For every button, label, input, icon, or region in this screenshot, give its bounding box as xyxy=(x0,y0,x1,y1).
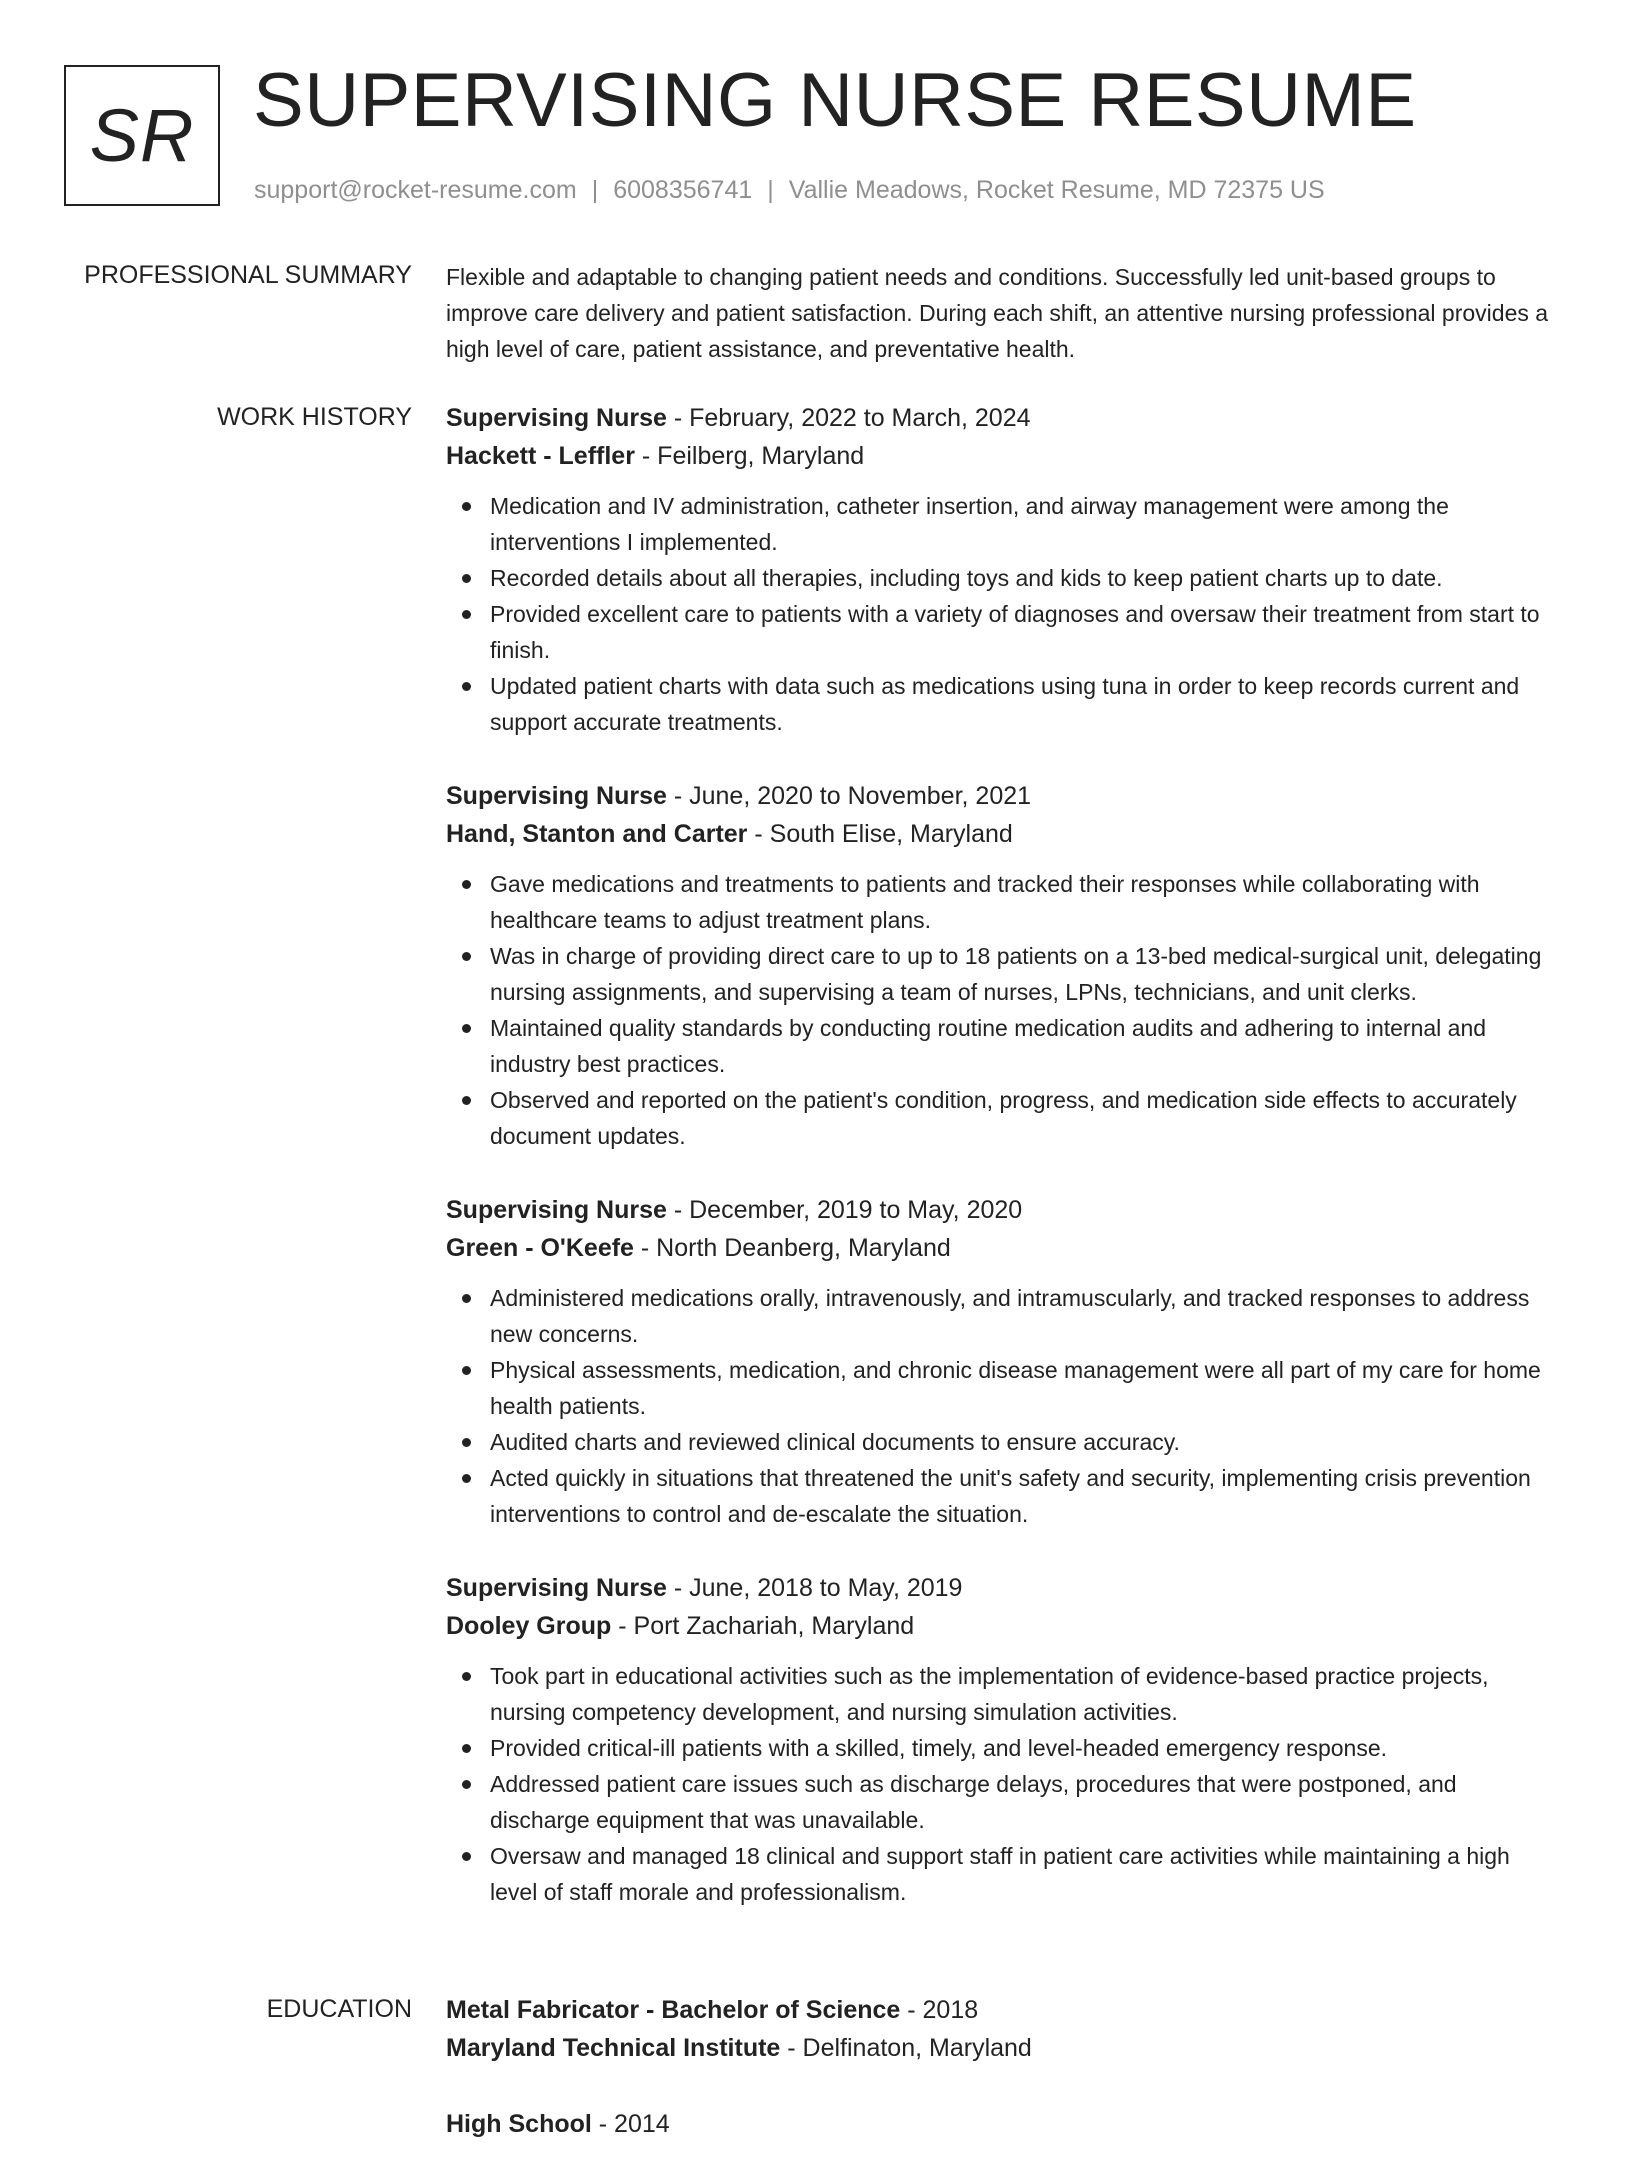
monogram-box xyxy=(64,65,220,206)
bullet-text: Was in charge of providing direct care to up to 18 patients on a 13-bed medical-surgical unit, delegating nursing assignments, and supervising a team of nurses, LPNs, technicians, and unit clerks. xyxy=(490,943,1542,1005)
bullet-text: Gave medications and treatments to patients and tracked their responses while collaborating with healthcare teams to adjust treatment plans. xyxy=(490,871,1480,933)
bullet-text: Provided excellent care to patients with a variety of diagnoses and oversaw their treatment from start to finish. xyxy=(490,601,1540,663)
contact-phone[interactable]: 6008356741 xyxy=(613,176,753,204)
education-school: Maryland Technical Institute xyxy=(446,2034,781,2062)
section-label-work-history: WORK HISTORY xyxy=(217,403,412,431)
bullet-item xyxy=(490,1838,1560,1910)
job-title-line xyxy=(446,1191,1560,1229)
job-entry xyxy=(446,399,1560,740)
bullet-item xyxy=(490,938,1560,1010)
job-location: - Feilberg, Maryland xyxy=(634,442,865,470)
bullet-item xyxy=(490,1658,1560,1730)
education-degree-line xyxy=(446,1991,1560,2029)
job-location: - North Deanberg, Maryland xyxy=(633,1234,951,1262)
bullet-icon xyxy=(462,682,471,691)
bullet-icon xyxy=(462,1852,471,1861)
bullet-item xyxy=(490,1010,1560,1082)
bullet-text: Provided critical-ill patients with a skilled, timely, and level-headed emergency response. xyxy=(490,1735,1387,1761)
job-dates: - June, 2020 to November, 2021 xyxy=(666,782,1032,810)
work-history-section xyxy=(446,399,1560,1947)
bullet-text: Updated patient charts with data such as medications using tuna in order to keep records current and support accurate treatments. xyxy=(490,673,1520,735)
job-title: Supervising Nurse xyxy=(446,1196,667,1224)
bullet-item xyxy=(490,866,1560,938)
job-entry xyxy=(446,1191,1560,1532)
monogram-initials: SR xyxy=(89,94,195,177)
job-title-line xyxy=(446,777,1560,815)
job-title-line xyxy=(446,1569,1560,1607)
bullet-icon xyxy=(462,1366,471,1375)
bullet-icon xyxy=(462,574,471,583)
job-location: - South Elise, Maryland xyxy=(747,820,1013,848)
education-degree: Metal Fabricator - Bachelor of Science xyxy=(446,1996,901,2024)
bullet-item xyxy=(490,1766,1560,1838)
resume-title: SUPERVISING NURSE RESUME xyxy=(253,58,1417,143)
bullet-icon xyxy=(462,1096,471,1105)
contact-email[interactable]: support@rocket-resume.com xyxy=(254,176,577,204)
education-degree: High School xyxy=(446,2110,592,2138)
job-company-line xyxy=(446,815,1560,853)
job-bullets xyxy=(446,1658,1560,1910)
job-dates: - February, 2022 to March, 2024 xyxy=(666,404,1031,432)
bullet-icon xyxy=(462,610,471,619)
job-company: Hand, Stanton and Carter xyxy=(446,820,748,848)
bullet-icon xyxy=(462,952,471,961)
education-year: - 2014 xyxy=(591,2110,670,2138)
job-bullets xyxy=(446,488,1560,740)
bullet-text: Physical assessments, medication, and chronic disease management were all part of my care for home health patients. xyxy=(490,1357,1541,1419)
job-title: Supervising Nurse xyxy=(446,1574,667,1602)
bullet-icon xyxy=(462,1294,471,1303)
bullet-icon xyxy=(462,1672,471,1681)
education-section xyxy=(446,1991,1560,2180)
bullet-item xyxy=(490,488,1560,560)
contact-separator: | xyxy=(591,176,599,204)
summary-section xyxy=(446,259,1560,367)
bullet-text: Recorded details about all therapies, including toys and kids to keep patient charts up to date. xyxy=(490,565,1443,591)
job-title-line xyxy=(446,399,1560,437)
bullet-icon xyxy=(462,502,471,511)
job-company: Green - O'Keefe xyxy=(446,1234,634,1262)
bullet-item xyxy=(490,1460,1560,1532)
job-bullets xyxy=(446,1280,1560,1532)
contact-address: Vallie Meadows, Rocket Resume, MD 72375 US xyxy=(788,176,1325,204)
bullet-icon xyxy=(462,1780,471,1789)
job-entry xyxy=(446,777,1560,1154)
bullet-text: Took part in educational activities such as the implementation of evidence-based practice projects, nursing competency development, and nursing simulation activities. xyxy=(490,1663,1489,1725)
bullet-text: Oversaw and managed 18 clinical and support staff in patient care activities while maintaining a high level of staff morale and professionalism. xyxy=(490,1843,1510,1905)
education-school-line xyxy=(446,2029,1560,2067)
bullet-text: Audited charts and reviewed clinical documents to ensure accuracy. xyxy=(490,1429,1180,1455)
bullet-text: Acted quickly in situations that threatened the unit's safety and security, implementing crisis prevention interventions to control and de-escalate the situation. xyxy=(490,1465,1531,1527)
job-bullets xyxy=(446,866,1560,1154)
education-year: - 2018 xyxy=(900,1996,979,2024)
bullet-item xyxy=(490,596,1560,668)
education-degree-line xyxy=(446,2105,1560,2143)
bullet-text: Maintained quality standards by conducting routine medication audits and adhering to internal and industry best practices. xyxy=(490,1015,1487,1077)
job-company-line xyxy=(446,1607,1560,1645)
job-title: Supervising Nurse xyxy=(446,404,667,432)
job-title: Supervising Nurse xyxy=(446,782,667,810)
bullet-item xyxy=(490,668,1560,740)
bullet-item xyxy=(490,1082,1560,1154)
job-company: Hackett - Leffler xyxy=(446,442,635,470)
job-dates: - December, 2019 to May, 2020 xyxy=(666,1196,1023,1224)
contact-line xyxy=(254,174,1325,206)
bullet-icon xyxy=(462,1744,471,1753)
education-entry xyxy=(446,2105,1560,2143)
job-entry xyxy=(446,1569,1560,1910)
section-label-summary: PROFESSIONAL SUMMARY xyxy=(84,261,412,289)
job-dates: - June, 2018 to May, 2019 xyxy=(666,1574,963,1602)
summary-text: Flexible and adaptable to changing patient needs and conditions. Successfully led unit-based groups to improve care delivery and patient satisfaction. During each shift, an attentive nursing professional provides a high level of care, patient assistance, and preventative health. xyxy=(446,264,1549,362)
bullet-item xyxy=(490,1352,1560,1424)
job-location: - Port Zachariah, Maryland xyxy=(611,1612,915,1640)
bullet-icon xyxy=(462,1024,471,1033)
bullet-item xyxy=(490,1730,1560,1766)
bullet-text: Observed and reported on the patient's condition, progress, and medication side effects to accurately document updates. xyxy=(490,1087,1517,1149)
bullet-text: Addressed patient care issues such as discharge delays, procedures that were postponed, and discharge equipment that was unavailable. xyxy=(490,1771,1457,1833)
bullet-icon xyxy=(462,1438,471,1447)
education-entry xyxy=(446,1991,1560,2067)
bullet-item xyxy=(490,560,1560,596)
contact-separator: | xyxy=(767,176,774,204)
bullet-item xyxy=(490,1424,1560,1460)
education-location: - Delfinaton, Maryland xyxy=(780,2034,1032,2062)
bullet-text: Administered medications orally, intravenously, and intramuscularly, and tracked responses to address new concerns. xyxy=(490,1285,1530,1347)
job-company-line xyxy=(446,1229,1560,1267)
section-label-education: EDUCATION xyxy=(266,1995,412,2023)
bullet-item xyxy=(490,1280,1560,1352)
job-company: Dooley Group xyxy=(446,1612,612,1640)
bullet-text: Medication and IV administration, catheter insertion, and airway management were among the interventions I implemented. xyxy=(490,493,1449,555)
job-company-line xyxy=(446,437,1560,475)
bullet-icon xyxy=(462,1474,471,1483)
bullet-icon xyxy=(462,880,471,889)
